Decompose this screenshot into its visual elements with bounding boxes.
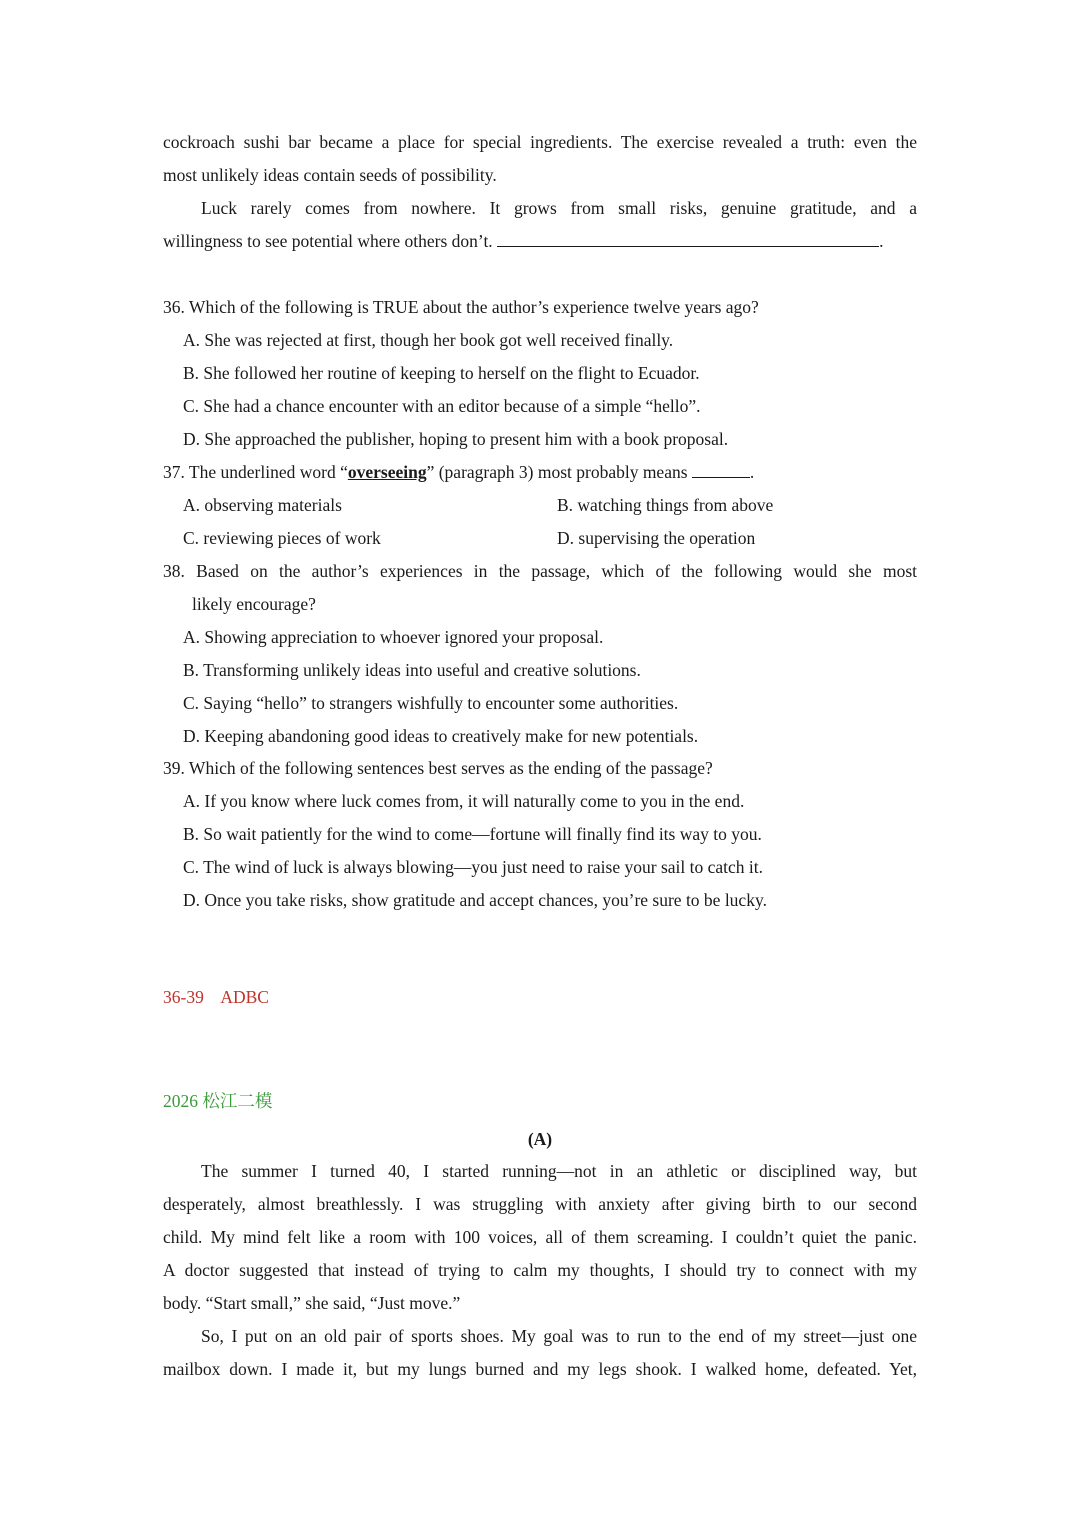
- passage-line-with-blank: [163, 230, 883, 252]
- paragraph-line: So, I put on an old pair of sports shoes. My goal was to run to the end of my street—just one: [201, 1326, 917, 1346]
- paragraph-line: mailbox down. I made it, but my lungs burned and my legs shook. I walked home, defeated. Yet,: [163, 1359, 917, 1379]
- passage-line: most unlikely ideas contain seeds of possibility.: [163, 165, 497, 185]
- paragraph-line: desperately, almost breathlessly. I was struggling with anxiety after giving birth to our second: [163, 1194, 917, 1214]
- question-38-option-d: D. Keeping abandoning good ideas to creatively make for new potentials.: [183, 726, 699, 746]
- question-36-option-b: B. She followed her routine of keeping to herself on the flight to Ecuador.: [183, 363, 700, 383]
- question-39-option-c: C. The wind of luck is always blowing—you just need to raise your sail to catch it.: [183, 857, 763, 877]
- passage-line: Luck rarely comes from nowhere. It grows from small risks, genuine gratitude, and a: [201, 198, 917, 218]
- answer-blank: [692, 462, 750, 478]
- question-36-option-c: C. She had a chance encounter with an editor because of a simple “hello”.: [183, 396, 701, 416]
- paragraph-line: The summer I turned 40, I started running—not in an athletic or disciplined way, but: [201, 1161, 917, 1181]
- question-36-stem: 36. Which of the following is TRUE about the author’s experience twelve years ago?: [163, 297, 759, 317]
- question-37-option-a: A. observing materials: [183, 495, 342, 515]
- underlined-word: overseeing: [347, 462, 427, 482]
- question-37-option-c: C. reviewing pieces of work: [183, 528, 381, 548]
- question-38-option-a: A. Showing appreciation to whoever ignored your proposal.: [183, 627, 604, 647]
- question-38-stem-cont: likely encourage?: [192, 594, 316, 614]
- paragraph-line: A doctor suggested that instead of trying to calm my thoughts, I should try to connect with my: [163, 1260, 917, 1280]
- question-38-option-c: C. Saying “hello” to strangers wishfully to encounter some authorities.: [183, 693, 679, 713]
- period: .: [749, 462, 755, 482]
- period: .: [879, 231, 884, 251]
- stem-text: ” (paragraph 3) most probably means: [426, 462, 688, 482]
- question-38-option-b: B. Transforming unlikely ideas into useful and creative solutions.: [183, 660, 641, 680]
- question-39-option-d: D. Once you take risks, show gratitude and accept chances, you’re sure to be lucky.: [183, 890, 767, 910]
- question-36-option-d: D. She approached the publisher, hoping to present him with a book proposal.: [183, 429, 729, 449]
- stem-text: 37. The underlined word “: [163, 462, 348, 482]
- question-39-option-b: B. So wait patiently for the wind to come—fortune will finally find its way to you.: [183, 824, 762, 844]
- paragraph-line: body. “Start small,” she said, “Just move.”: [163, 1293, 461, 1313]
- passage-line: cockroach sushi bar became a place for special ingredients. The exercise revealed a truth: even the: [163, 132, 917, 152]
- question-37-stem: [163, 461, 754, 483]
- passage-title: (A): [527, 1129, 553, 1149]
- question-37-option-b: B. watching things from above: [557, 495, 774, 515]
- question-39-stem: 39. Which of the following sentences best serves as the ending of the passage?: [163, 758, 713, 778]
- source-label: 2026 松江二模: [163, 1091, 273, 1111]
- answer-key: 36-39 ADBC: [163, 987, 269, 1007]
- question-37-option-d: D. supervising the operation: [557, 528, 756, 548]
- question-38-stem: 38. Based on the author’s experiences in the passage, which of the following would she most: [163, 561, 917, 581]
- question-36-option-a: A. She was rejected at first, though her book got well received finally.: [183, 330, 674, 350]
- question-39-option-a: A. If you know where luck comes from, it will naturally come to you in the end.: [183, 791, 745, 811]
- passage-text: willingness to see potential where others don’t.: [163, 231, 493, 251]
- paragraph-line: child. My mind felt like a room with 100 voices, all of them screaming. I couldn’t quiet the panic.: [163, 1227, 917, 1247]
- answer-blank: [497, 231, 879, 247]
